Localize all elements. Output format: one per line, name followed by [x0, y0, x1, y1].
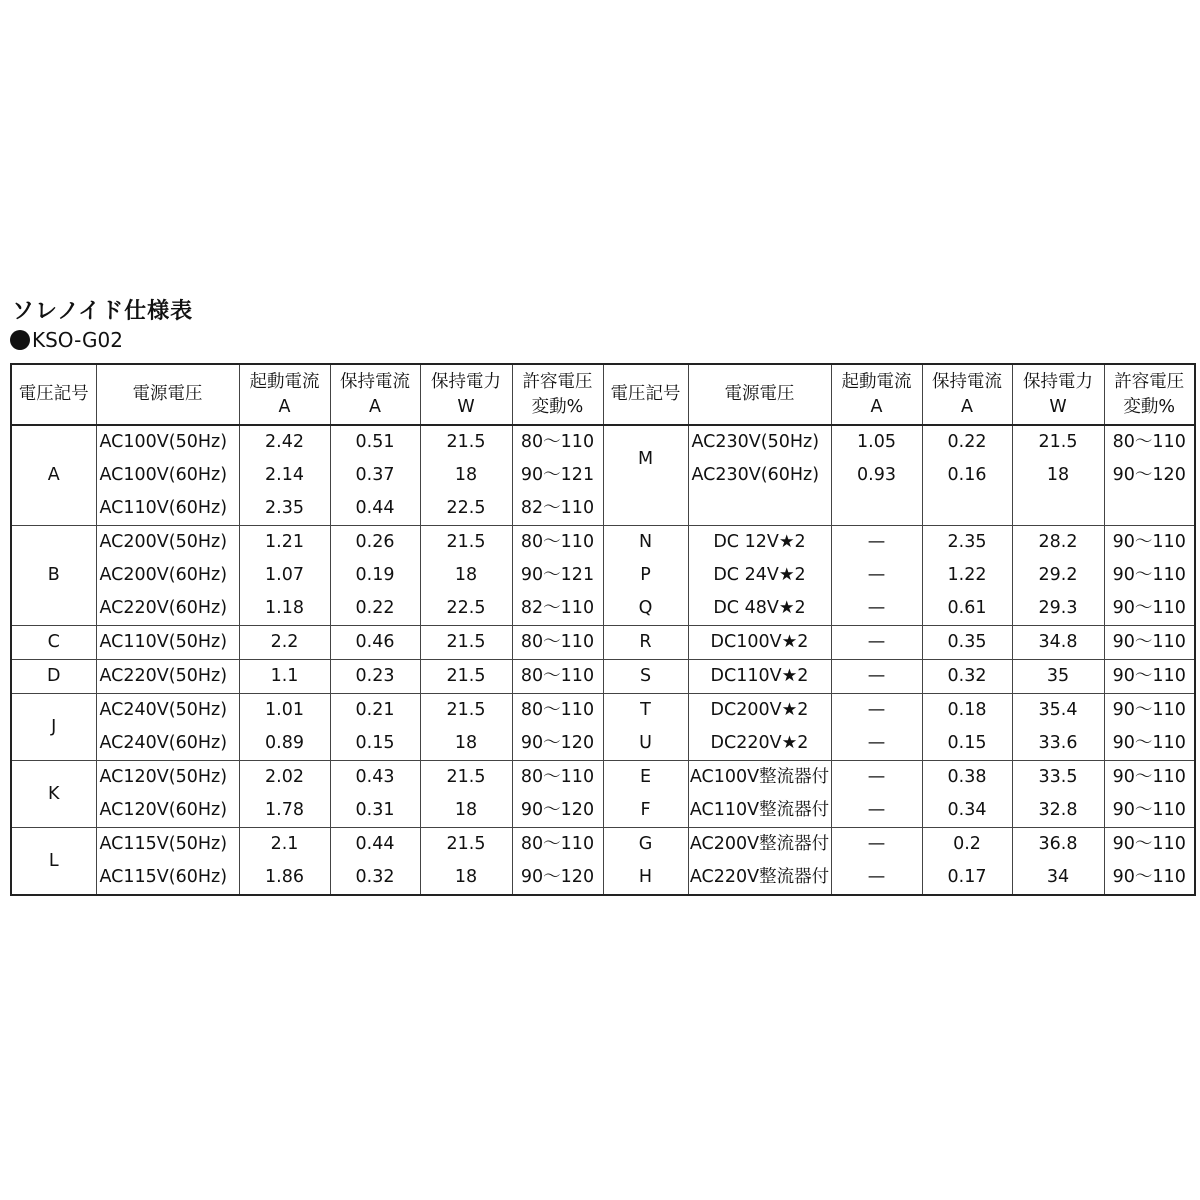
header-code: 電圧記号: [603, 364, 688, 425]
supply-voltage-cell: AC240V(50Hz): [96, 694, 239, 728]
supply-voltage-cell: AC240V(60Hz): [96, 727, 239, 761]
holding-power-cell: 22.5: [420, 592, 512, 626]
holding-power-cell: 21.5: [420, 425, 512, 459]
supply-voltage-cell: AC120V(50Hz): [96, 761, 239, 795]
voltage-tolerance-cell: 90〜121: [512, 459, 603, 492]
holding-current-cell: 0.22: [330, 592, 420, 626]
inrush-current-cell: 1.18: [239, 592, 330, 626]
header-holding-power: 保持電力 W: [420, 364, 512, 425]
voltage-tolerance-cell: 80〜110: [512, 626, 603, 660]
voltage-tolerance-cell: 90〜110: [1104, 727, 1195, 761]
holding-power-cell: 21.5: [420, 761, 512, 795]
inrush-current-cell: 1.01: [239, 694, 330, 728]
supply-voltage-cell: AC230V(60Hz): [688, 459, 831, 492]
supply-voltage-cell: AC110V(60Hz): [96, 492, 239, 526]
voltage-tolerance-cell: 80〜110: [512, 425, 603, 459]
inrush-current-cell: 2.35: [239, 492, 330, 526]
holding-power-cell: 18: [420, 861, 512, 895]
table-row: [11, 526, 1195, 560]
inrush-current-cell: —: [831, 660, 922, 694]
inrush-current-cell: 2.02: [239, 761, 330, 795]
voltage-tolerance-cell: 80〜110: [512, 761, 603, 795]
holding-current-cell: 1.22: [922, 559, 1012, 592]
header-inrush: 起動電流 A: [831, 364, 922, 425]
supply-voltage-cell: DC220V★2: [688, 727, 831, 761]
holding-power-cell: 33.5: [1012, 761, 1104, 795]
voltage-tolerance-cell: 90〜110: [1104, 626, 1195, 660]
supply-voltage-cell: AC220V(50Hz): [96, 660, 239, 694]
inrush-current-cell: —: [831, 526, 922, 560]
holding-current-cell: 0.21: [330, 694, 420, 728]
voltage-tolerance-cell: 90〜120: [1104, 459, 1195, 492]
header-inrush: 起動電流 A: [239, 364, 330, 425]
voltage-code-cell: P: [603, 559, 688, 592]
holding-power-cell: 34: [1012, 861, 1104, 895]
inrush-current-cell: 1.21: [239, 526, 330, 560]
holding-power-cell: 18: [420, 559, 512, 592]
voltage-code-cell: H: [603, 861, 688, 895]
holding-current-cell: 0.35: [922, 626, 1012, 660]
holding-power-cell: 32.8: [1012, 794, 1104, 828]
voltage-code-cell: C: [11, 626, 96, 660]
holding-current-cell: 0.15: [330, 727, 420, 761]
inrush-current-cell: —: [831, 559, 922, 592]
holding-current-cell: 0.32: [330, 861, 420, 895]
inrush-current-cell: —: [831, 626, 922, 660]
holding-power-cell: 29.2: [1012, 559, 1104, 592]
inrush-current-cell: —: [831, 761, 922, 795]
holding-power-cell: 18: [1012, 459, 1104, 492]
voltage-code-cell: A: [11, 425, 96, 526]
holding-power-cell: 21.5: [420, 660, 512, 694]
holding-current-cell: 0.46: [330, 626, 420, 660]
table-row: [11, 559, 1195, 592]
table-row: [11, 592, 1195, 626]
table-row: [11, 727, 1195, 761]
inrush-current-cell: 1.78: [239, 794, 330, 828]
table-row: [11, 694, 1195, 728]
holding-current-cell: 0.34: [922, 794, 1012, 828]
voltage-code-cell: B: [11, 526, 96, 626]
model-name: KSO-G02: [32, 328, 124, 352]
table-header-row: [11, 364, 1195, 425]
voltage-code-cell: J: [11, 694, 96, 761]
supply-voltage-cell: AC100V(50Hz): [96, 425, 239, 459]
header-tolerance: 許容電圧 変動%: [1104, 364, 1195, 425]
voltage-tolerance-cell: 90〜110: [1104, 526, 1195, 560]
header-code: 電圧記号: [11, 364, 96, 425]
holding-power-cell: 28.2: [1012, 526, 1104, 560]
bullet-icon: [10, 330, 30, 350]
voltage-tolerance-cell: 90〜110: [1104, 559, 1195, 592]
supply-voltage-cell: AC115V(50Hz): [96, 828, 239, 862]
holding-current-cell: 2.35: [922, 526, 1012, 560]
voltage-code-cell: M: [603, 425, 688, 526]
inrush-current-cell: 1.07: [239, 559, 330, 592]
solenoid-spec-table: [10, 363, 1196, 896]
voltage-tolerance-cell: 90〜110: [1104, 828, 1195, 862]
voltage-code-cell: T: [603, 694, 688, 728]
holding-current-cell: 0.23: [330, 660, 420, 694]
holding-current-cell: 0.38: [922, 761, 1012, 795]
table-row: [11, 794, 1195, 828]
supply-voltage-cell: AC110V整流器付: [688, 794, 831, 828]
voltage-tolerance-cell: 80〜110: [512, 828, 603, 862]
voltage-code-cell: F: [603, 794, 688, 828]
supply-voltage-cell: DC110V★2: [688, 660, 831, 694]
table-row: [11, 761, 1195, 795]
holding-current-cell: 0.15: [922, 727, 1012, 761]
voltage-tolerance-cell: 90〜110: [1104, 694, 1195, 728]
supply-voltage-cell: AC200V(50Hz): [96, 526, 239, 560]
inrush-current-cell: 2.2: [239, 626, 330, 660]
voltage-tolerance-cell: 90〜120: [512, 861, 603, 895]
voltage-tolerance-cell: 80〜110: [1104, 425, 1195, 459]
header-tolerance: 許容電圧 変動%: [512, 364, 603, 425]
voltage-code-cell: E: [603, 761, 688, 795]
holding-power-cell: 36.8: [1012, 828, 1104, 862]
supply-voltage-cell: AC230V(50Hz): [688, 425, 831, 459]
supply-voltage-cell: AC220V整流器付: [688, 861, 831, 895]
holding-current-cell: 0.32: [922, 660, 1012, 694]
model-heading: [10, 328, 123, 352]
voltage-code-cell: R: [603, 626, 688, 660]
holding-current-cell: 0.31: [330, 794, 420, 828]
supply-voltage-cell: AC120V(60Hz): [96, 794, 239, 828]
holding-current-cell: 0.37: [330, 459, 420, 492]
voltage-code-cell: U: [603, 727, 688, 761]
supply-voltage-cell: DC 24V★2: [688, 559, 831, 592]
empty-cell: [688, 492, 831, 526]
inrush-current-cell: 0.89: [239, 727, 330, 761]
inrush-current-cell: —: [831, 861, 922, 895]
voltage-tolerance-cell: 82〜110: [512, 592, 603, 626]
inrush-current-cell: 1.05: [831, 425, 922, 459]
header-holding-power: 保持電力 W: [1012, 364, 1104, 425]
voltage-tolerance-cell: 80〜110: [512, 694, 603, 728]
header-holding-current: 保持電流 A: [922, 364, 1012, 425]
holding-current-cell: 0.43: [330, 761, 420, 795]
voltage-tolerance-cell: 90〜110: [1104, 761, 1195, 795]
inrush-current-cell: 1.1: [239, 660, 330, 694]
table-row: [11, 626, 1195, 660]
holding-power-cell: 29.3: [1012, 592, 1104, 626]
supply-voltage-cell: AC200V(60Hz): [96, 559, 239, 592]
voltage-tolerance-cell: 90〜110: [1104, 794, 1195, 828]
voltage-tolerance-cell: 80〜110: [512, 660, 603, 694]
holding-current-cell: 0.61: [922, 592, 1012, 626]
voltage-code-cell: D: [11, 660, 96, 694]
supply-voltage-cell: DC200V★2: [688, 694, 831, 728]
voltage-code-cell: G: [603, 828, 688, 862]
table-row: [11, 660, 1195, 694]
page-title: ソレノイド仕様表: [12, 299, 194, 324]
supply-voltage-cell: DC100V★2: [688, 626, 831, 660]
holding-power-cell: 33.6: [1012, 727, 1104, 761]
voltage-tolerance-cell: 80〜110: [512, 526, 603, 560]
header-supply: 電源電圧: [96, 364, 239, 425]
inrush-current-cell: —: [831, 694, 922, 728]
voltage-tolerance-cell: 90〜110: [1104, 861, 1195, 895]
holding-power-cell: 34.8: [1012, 626, 1104, 660]
holding-current-cell: 0.44: [330, 492, 420, 526]
voltage-code-cell: L: [11, 828, 96, 896]
empty-cell: [1104, 492, 1195, 526]
voltage-code-cell: N: [603, 526, 688, 560]
supply-voltage-cell: DC 12V★2: [688, 526, 831, 560]
voltage-tolerance-cell: 82〜110: [512, 492, 603, 526]
holding-power-cell: 22.5: [420, 492, 512, 526]
inrush-current-cell: 0.93: [831, 459, 922, 492]
holding-power-cell: 21.5: [420, 828, 512, 862]
holding-current-cell: 0.2: [922, 828, 1012, 862]
supply-voltage-cell: AC100V(60Hz): [96, 459, 239, 492]
table-row: [11, 425, 1195, 459]
voltage-tolerance-cell: 90〜120: [512, 727, 603, 761]
inrush-current-cell: —: [831, 828, 922, 862]
holding-power-cell: 21.5: [420, 694, 512, 728]
holding-current-cell: 0.22: [922, 425, 1012, 459]
holding-current-cell: 0.44: [330, 828, 420, 862]
inrush-current-cell: —: [831, 727, 922, 761]
holding-current-cell: 0.17: [922, 861, 1012, 895]
holding-power-cell: 21.5: [1012, 425, 1104, 459]
header-supply: 電源電圧: [688, 364, 831, 425]
empty-cell: [922, 492, 1012, 526]
holding-current-cell: 0.51: [330, 425, 420, 459]
table-row: [11, 828, 1195, 862]
voltage-tolerance-cell: 90〜120: [512, 794, 603, 828]
inrush-current-cell: 1.86: [239, 861, 330, 895]
holding-power-cell: 18: [420, 727, 512, 761]
holding-power-cell: 18: [420, 794, 512, 828]
inrush-current-cell: 2.1: [239, 828, 330, 862]
holding-current-cell: 0.26: [330, 526, 420, 560]
supply-voltage-cell: AC110V(50Hz): [96, 626, 239, 660]
holding-power-cell: 35: [1012, 660, 1104, 694]
supply-voltage-cell: AC100V整流器付: [688, 761, 831, 795]
table-row: [11, 861, 1195, 895]
inrush-current-cell: 2.14: [239, 459, 330, 492]
holding-power-cell: 21.5: [420, 626, 512, 660]
holding-power-cell: 18: [420, 459, 512, 492]
holding-current-cell: 0.18: [922, 694, 1012, 728]
header-holding-current: 保持電流 A: [330, 364, 420, 425]
supply-voltage-cell: AC200V整流器付: [688, 828, 831, 862]
inrush-current-cell: 2.42: [239, 425, 330, 459]
voltage-tolerance-cell: 90〜110: [1104, 660, 1195, 694]
table-body: [11, 425, 1195, 895]
holding-current-cell: 0.16: [922, 459, 1012, 492]
voltage-tolerance-cell: 90〜121: [512, 559, 603, 592]
holding-power-cell: 21.5: [420, 526, 512, 560]
voltage-code-cell: Q: [603, 592, 688, 626]
holding-power-cell: 35.4: [1012, 694, 1104, 728]
voltage-tolerance-cell: 90〜110: [1104, 592, 1195, 626]
voltage-code-cell: S: [603, 660, 688, 694]
inrush-current-cell: —: [831, 794, 922, 828]
supply-voltage-cell: DC 48V★2: [688, 592, 831, 626]
empty-cell: [831, 492, 922, 526]
holding-current-cell: 0.19: [330, 559, 420, 592]
supply-voltage-cell: AC115V(60Hz): [96, 861, 239, 895]
supply-voltage-cell: AC220V(60Hz): [96, 592, 239, 626]
inrush-current-cell: —: [831, 592, 922, 626]
voltage-code-cell: K: [11, 761, 96, 828]
empty-cell: [1012, 492, 1104, 526]
